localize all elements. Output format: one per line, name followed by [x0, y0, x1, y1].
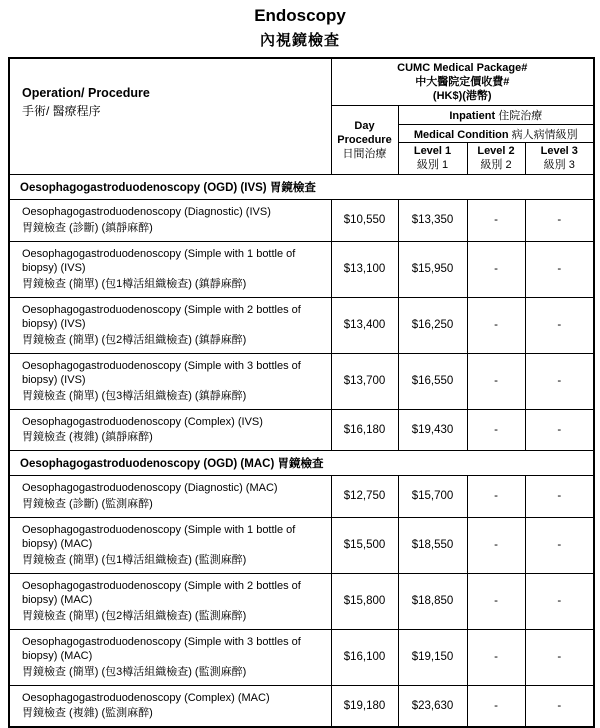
price-level-1: $16,250	[398, 297, 467, 353]
procedure-row	[9, 517, 594, 573]
day-procedure-header	[331, 106, 398, 175]
medical-condition-label-en: Medical Condition	[413, 128, 509, 141]
price-level-1: $13,350	[398, 200, 467, 242]
price-level-1: $15,700	[398, 476, 467, 518]
price-table-body	[9, 175, 594, 728]
page-subtitle: 內視鏡檢查	[259, 32, 340, 49]
procedure-row	[9, 241, 594, 297]
price-level-1: $18,550	[398, 517, 467, 573]
procedure-name-en: Oesophagogastroduodenoscopy (Simple with 3 bottles of biopsy) (MAC)	[22, 635, 301, 662]
level-2-label-zh: 級別 2	[480, 159, 512, 171]
endoscopy-price-table	[8, 57, 595, 728]
inpatient-label-zh: 住院治療	[498, 110, 543, 122]
level-3-header	[525, 143, 594, 175]
price-level-3: -	[525, 200, 594, 242]
procedure-row	[9, 573, 594, 629]
price-level-3: -	[525, 476, 594, 518]
procedure-name-cell	[9, 200, 331, 242]
level-1-label-zh: 級別 1	[416, 159, 449, 171]
procedure-name-zh: 胃鏡檢查 (簡單) (包3樽活組織檢查) (鎮靜麻醉)	[22, 389, 247, 402]
medical-condition-header	[398, 125, 594, 143]
procedure-name-en: Oesophagogastroduodenoscopy (Diagnostic) (MAC)	[22, 482, 278, 494]
price-level-1: $19,150	[398, 629, 467, 685]
price-level-2: -	[467, 241, 525, 297]
price-level-1: $19,430	[398, 409, 467, 451]
price-level-3: -	[525, 241, 594, 297]
procedure-name-cell	[9, 685, 331, 727]
procedure-name-en: Oesophagogastroduodenoscopy (Complex) (MAC)	[22, 691, 270, 704]
procedure-name-zh: 胃鏡檢查 (複雜) (鎮靜麻醉)	[22, 431, 153, 443]
section-title: Oesophagogastroduodenoscopy (OGD) (IVS) 胃鏡檢查	[9, 175, 594, 200]
procedure-name-cell	[9, 517, 331, 573]
price-level-2: -	[467, 353, 525, 409]
package-header-line1: CUMC Medical Package#	[397, 62, 528, 74]
price-level-3: -	[525, 573, 594, 629]
price-level-1: $15,950	[398, 241, 467, 297]
price-level-2: -	[467, 629, 525, 685]
price-level-3: -	[525, 629, 594, 685]
price-day-procedure: $16,100	[331, 629, 398, 685]
medical-condition-label-zh: 病人病情級別	[511, 128, 578, 141]
procedure-name-zh: 胃鏡檢查 (簡單) (包2樽活組織檢查) (鎮靜麻醉)	[22, 333, 247, 346]
operation-procedure-label-zh: 手術/ 醫療程序	[22, 104, 101, 118]
price-level-3: -	[525, 685, 594, 727]
procedure-name-zh: 胃鏡檢查 (診斷) (鎮靜麻醉)	[22, 221, 153, 234]
procedure-name-zh: 胃鏡檢查 (簡單) (包1樽活組織檢查) (鎮靜麻醉)	[22, 277, 247, 290]
price-day-procedure: $10,550	[331, 200, 398, 242]
procedure-row	[9, 476, 594, 518]
cumc-package-header	[331, 58, 594, 106]
price-level-3: -	[525, 297, 594, 353]
procedure-name-cell	[9, 573, 331, 629]
procedure-name-zh: 胃鏡檢查 (簡單) (包1樽活組織檢查) (監測麻醉)	[22, 553, 247, 566]
procedure-row	[9, 629, 594, 685]
procedure-row	[9, 353, 594, 409]
price-level-2: -	[467, 200, 525, 242]
price-level-2: -	[467, 476, 525, 518]
page-header	[0, 0, 600, 54]
level-3-label-en: Level 3	[540, 145, 578, 157]
procedure-name-en: Oesophagogastroduodenoscopy (Simple with 2 bottles of biopsy) (IVS)	[22, 303, 301, 330]
price-day-procedure: $16,180	[331, 409, 398, 451]
procedure-row	[9, 685, 594, 727]
price-day-procedure: $19,180	[331, 685, 398, 727]
section-header-row	[9, 451, 594, 476]
operation-procedure-label-en: Operation/ Procedure	[22, 86, 150, 100]
procedure-name-en: Oesophagogastroduodenoscopy (Simple with 3 bottles of biopsy) (IVS)	[22, 359, 301, 386]
procedure-name-zh: 胃鏡檢查 (簡單) (包2樽活組織檢查) (監測麻醉)	[22, 609, 247, 622]
section-title: Oesophagogastroduodenoscopy (OGD) (MAC) 胃鏡檢查	[9, 451, 594, 476]
price-level-2: -	[467, 685, 525, 727]
inpatient-header	[398, 106, 594, 125]
price-level-3: -	[525, 517, 594, 573]
day-procedure-label-zh: 日間治療	[342, 147, 387, 160]
level-1-header	[398, 143, 467, 175]
procedure-row	[9, 200, 594, 242]
price-level-2: -	[467, 297, 525, 353]
price-level-3: -	[525, 409, 594, 451]
package-header-line3: (HK$)(港幣)	[432, 90, 492, 102]
inpatient-label-en: Inpatient	[449, 110, 496, 122]
procedure-name-en: Oesophagogastroduodenoscopy (Diagnostic) (IVS)	[22, 206, 271, 218]
procedure-name-en: Oesophagogastroduodenoscopy (Simple with 1 bottle of biopsy) (MAC)	[22, 523, 296, 550]
procedure-name-cell	[9, 476, 331, 518]
level-3-label-zh: 級別 3	[543, 159, 575, 171]
procedure-name-zh: 胃鏡檢查 (複雜) (監測麻醉)	[22, 707, 153, 719]
price-level-1: $16,550	[398, 353, 467, 409]
procedure-name-cell	[9, 629, 331, 685]
procedure-name-cell	[9, 241, 331, 297]
level-2-header	[467, 143, 525, 175]
page-title: Endoscopy	[254, 6, 346, 25]
price-day-procedure: $15,800	[331, 573, 398, 629]
operation-procedure-header	[9, 58, 331, 175]
price-level-2: -	[467, 409, 525, 451]
price-level-1: $18,850	[398, 573, 467, 629]
procedure-row	[9, 409, 594, 451]
price-day-procedure: $15,500	[331, 517, 398, 573]
package-header-line2: 中大醫院定價收費#	[415, 76, 510, 88]
procedure-name-cell	[9, 353, 331, 409]
procedure-name-en: Oesophagogastroduodenoscopy (Simple with 2 bottles of biopsy) (MAC)	[22, 579, 301, 606]
procedure-row	[9, 297, 594, 353]
price-day-procedure: $13,400	[331, 297, 398, 353]
price-day-procedure: $13,100	[331, 241, 398, 297]
price-level-2: -	[467, 573, 525, 629]
price-level-1: $23,630	[398, 685, 467, 727]
section-header-row	[9, 175, 594, 200]
procedure-name-en: Oesophagogastroduodenoscopy (Simple with 1 bottle of biopsy) (IVS)	[22, 247, 296, 274]
day-procedure-label-en: Day Procedure	[337, 119, 392, 146]
level-2-label-en: Level 2	[477, 145, 515, 157]
procedure-name-cell	[9, 409, 331, 451]
level-1-label-en: Level 1	[413, 145, 452, 157]
procedure-name-zh: 胃鏡檢查 (診斷) (監測麻醉)	[22, 497, 153, 510]
procedure-name-en: Oesophagogastroduodenoscopy (Complex) (IVS)	[22, 415, 263, 428]
procedure-name-zh: 胃鏡檢查 (簡單) (包3樽活組織檢查) (監測麻醉)	[22, 665, 247, 678]
price-level-2: -	[467, 517, 525, 573]
procedure-name-cell	[9, 297, 331, 353]
price-day-procedure: $13,700	[331, 353, 398, 409]
price-day-procedure: $12,750	[331, 476, 398, 518]
price-level-3: -	[525, 353, 594, 409]
